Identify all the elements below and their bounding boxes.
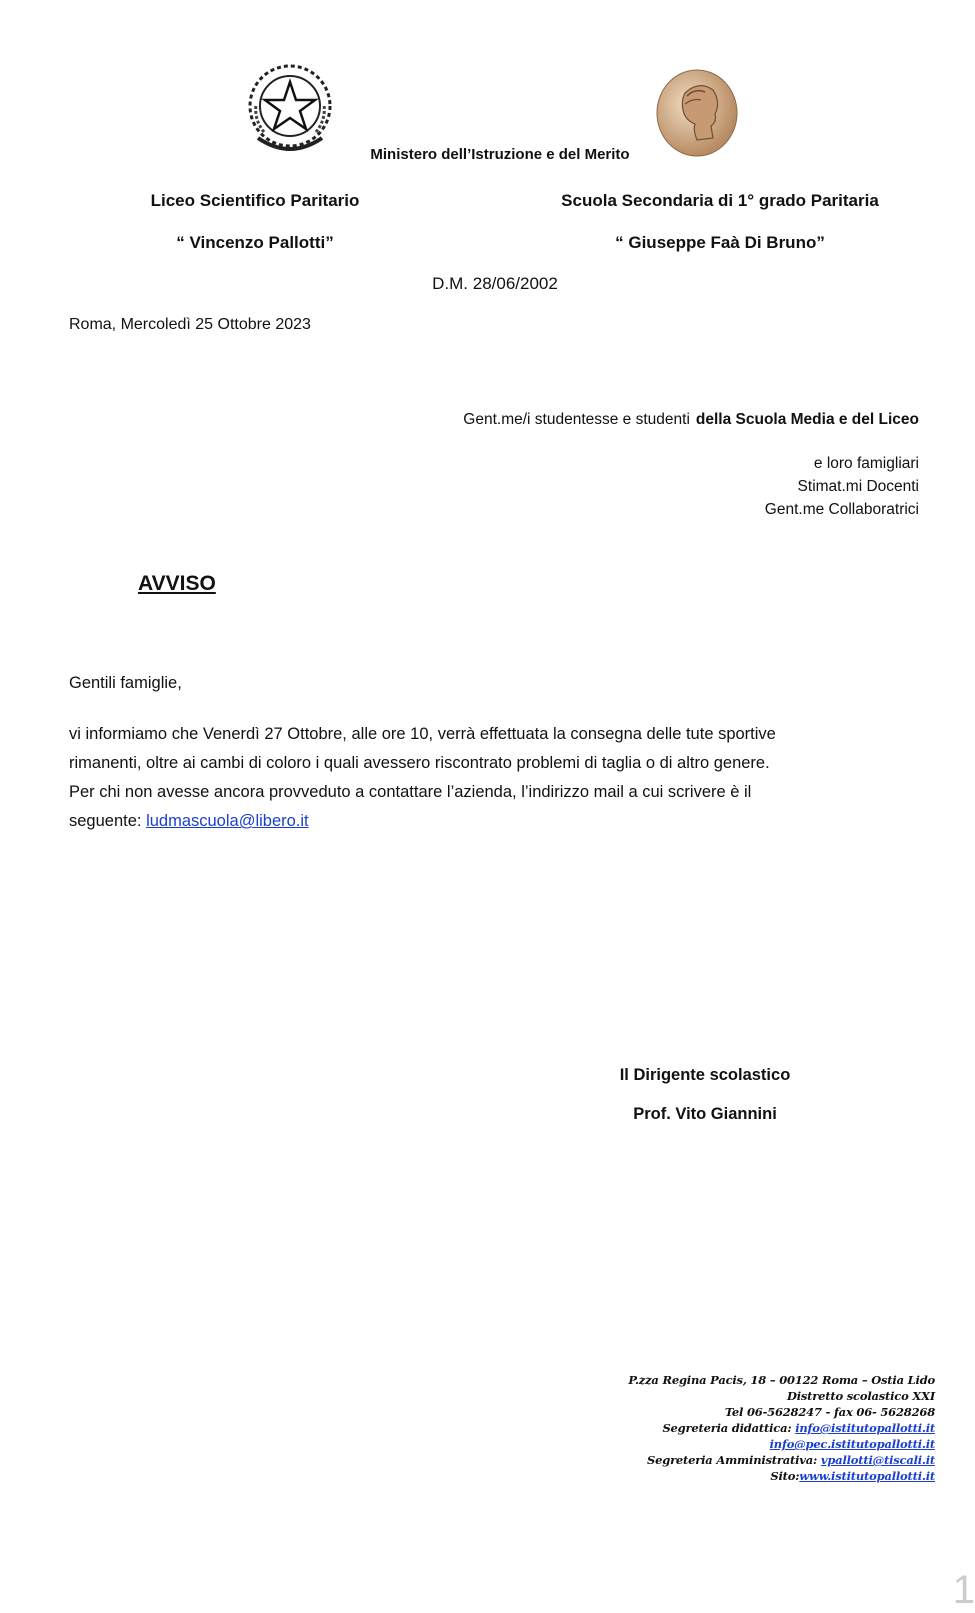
- liceo-title: “ Vincenzo Pallotti”: [176, 233, 334, 252]
- footer-district: Distretto scolastico XXI: [786, 1389, 935, 1403]
- footer-phone: Tel 06-5628247 - fax 06- 5628268: [724, 1405, 935, 1419]
- body-line-3: Per chi non avesse ancora provveduto a contattare l’azienda, l’indirizzo mail a cui scrivere è il: [69, 783, 752, 801]
- email-link[interactable]: ludmascuola@libero.it: [146, 812, 309, 830]
- body-line-2: rimanenti, oltre ai cambi di coloro i quali avessero riscontrato problemi di taglia o di altro genere.: [69, 754, 770, 772]
- page-number: 1: [952, 1568, 975, 1612]
- recipients-teachers: Stimat.mi Docenti: [797, 478, 919, 495]
- notice-body: [69, 720, 919, 836]
- recipients-bold: della Scuola Media e del Liceo: [695, 411, 919, 428]
- scuola-media-title: “ Giuseppe Faà Di Bruno”: [615, 233, 825, 252]
- footer-pec-email-link[interactable]: info@pec.istitutopallotti.it: [769, 1437, 935, 1451]
- footer-contacts: [628, 1372, 935, 1484]
- footer-didactic-label: Segreteria didattica:: [662, 1421, 796, 1435]
- footer-site: [628, 1468, 935, 1484]
- decree-reference: D.M. 28/06/2002: [432, 274, 558, 293]
- footer-site-link[interactable]: www.istitutopallotti.it: [799, 1469, 935, 1483]
- footer-admin: [628, 1452, 935, 1468]
- footer-pec: [628, 1436, 935, 1452]
- footer-site-label: Sito:: [770, 1469, 800, 1483]
- greeting: Gentili famiglie,: [69, 674, 182, 692]
- footer-didactic-email-link[interactable]: info@istitutopallotti.it: [795, 1421, 935, 1435]
- footer-address: P.zza Regina Pacis, 18 – 00122 Roma – Ostia Lido: [628, 1373, 935, 1387]
- body-line-4-prefix: seguente:: [69, 812, 147, 830]
- body-line-4: [69, 807, 919, 836]
- ministry-heading: Ministero dell’Istruzione e del Merito: [370, 146, 630, 163]
- signature-name: Prof. Vito Giannini: [633, 1105, 777, 1123]
- footer-admin-email-link[interactable]: vpallotti@tiscali.it: [820, 1453, 935, 1467]
- recipients-line-1: [463, 408, 919, 431]
- recipients-staff: Gent.me Collaboratrici: [764, 501, 919, 518]
- footer-didactic: [628, 1420, 935, 1436]
- recipients-prefix: Gent.me/i studentesse e studenti: [463, 411, 690, 428]
- coin-logo: [655, 68, 740, 158]
- notice-title: AVVISO: [138, 572, 216, 595]
- document-date: Roma, Mercoledì 25 Ottobre 2023: [69, 316, 311, 333]
- recipients-families: e loro famigliari: [813, 455, 919, 472]
- footer-admin-label: Segreteria Amministrativa:: [647, 1453, 821, 1467]
- recipients-block: [765, 452, 919, 521]
- republic-emblem: [244, 60, 336, 160]
- scuola-media-name: Scuola Secondaria di 1° grado Paritaria: [561, 191, 879, 210]
- signature-role: Il Dirigente scolastico: [619, 1066, 791, 1084]
- body-line-1: vi informiamo che Venerdì 27 Ottobre, alle ore 10, verrà effettuata la consegna delle tute sportive: [69, 725, 776, 743]
- liceo-name: Liceo Scientifico Paritario: [150, 191, 360, 210]
